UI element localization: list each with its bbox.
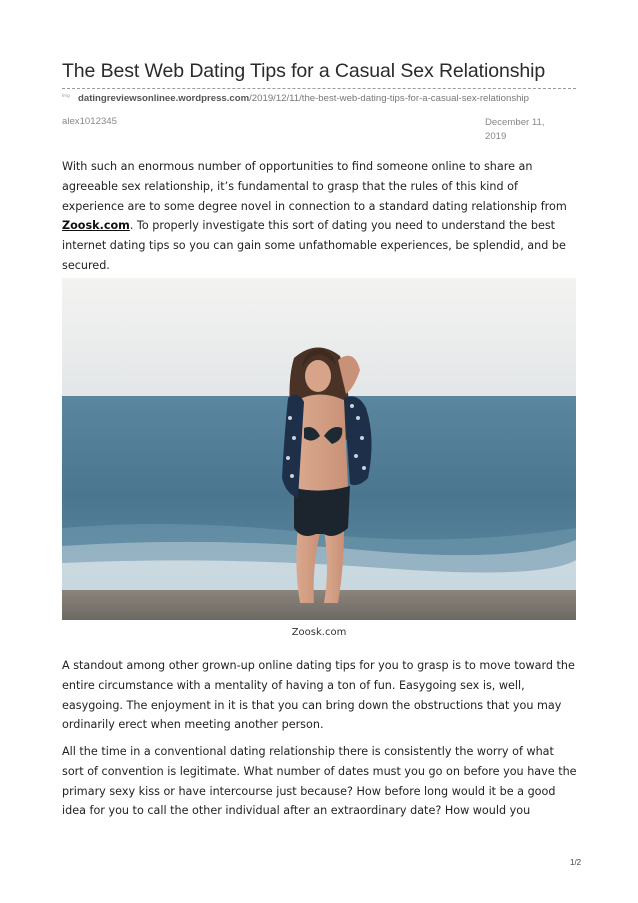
- source-path: /2019/12/11/the-best-web-dating-tips-for-a-casual-sex-relationship: [249, 93, 529, 104]
- site-logo-icon: Img: [62, 93, 70, 98]
- source-url[interactable]: [62, 93, 582, 107]
- image-caption: Zoosk.com: [291, 627, 347, 638]
- publish-date: [485, 116, 565, 144]
- page-number: 1/2: [570, 858, 582, 867]
- author-name: alex1012345: [62, 116, 117, 127]
- publish-date-line1: December 11,: [485, 117, 545, 128]
- intro-text-start: With such an enormous number of opportunities to find someone online to share an agreeable sex relationship, it’s fundamental to grasp that the rules of this kind of experience are to some degree novel in connection to a standard dating relationship from: [62, 160, 567, 213]
- source-domain: datingreviewsonlinee.wordpress.com: [78, 93, 250, 104]
- paragraph-3: All the time in a conventional dating relationship there is consistently the worry of what sort of convention is legitimate. What number of dates must you go on before you have the primary sexy kiss or have intercourse just because? How before long would it be a good idea for you to call the other individual after an extraordinary date? How would you: [62, 745, 577, 818]
- intro-paragraph: [62, 157, 578, 276]
- paragraph-2: A standout among other grown-up online dating tips for you to grasp is to move toward the entire circumstance with a mentality of having a ton of fun. Easygoing sex is, well, easygoing. The enjoyment in it is that you can bring down the obstructions that you may ordinarily erect when meeting another person.: [62, 659, 575, 732]
- source-link[interactable]: [78, 93, 529, 104]
- article-title: The Best Web Dating Tips for a Casual Sex Relationship: [62, 60, 546, 82]
- title-divider: [62, 88, 576, 89]
- intro-text-end: . To properly investigate this sort of dating you need to understand the best internet dating tips so you can gain some unfathomable experiences, be splendid, and be secured.: [62, 219, 566, 272]
- zoosk-link[interactable]: Zoosk.com: [62, 219, 130, 233]
- beach-photo: [62, 278, 576, 620]
- publish-date-line2: 2019: [485, 131, 507, 142]
